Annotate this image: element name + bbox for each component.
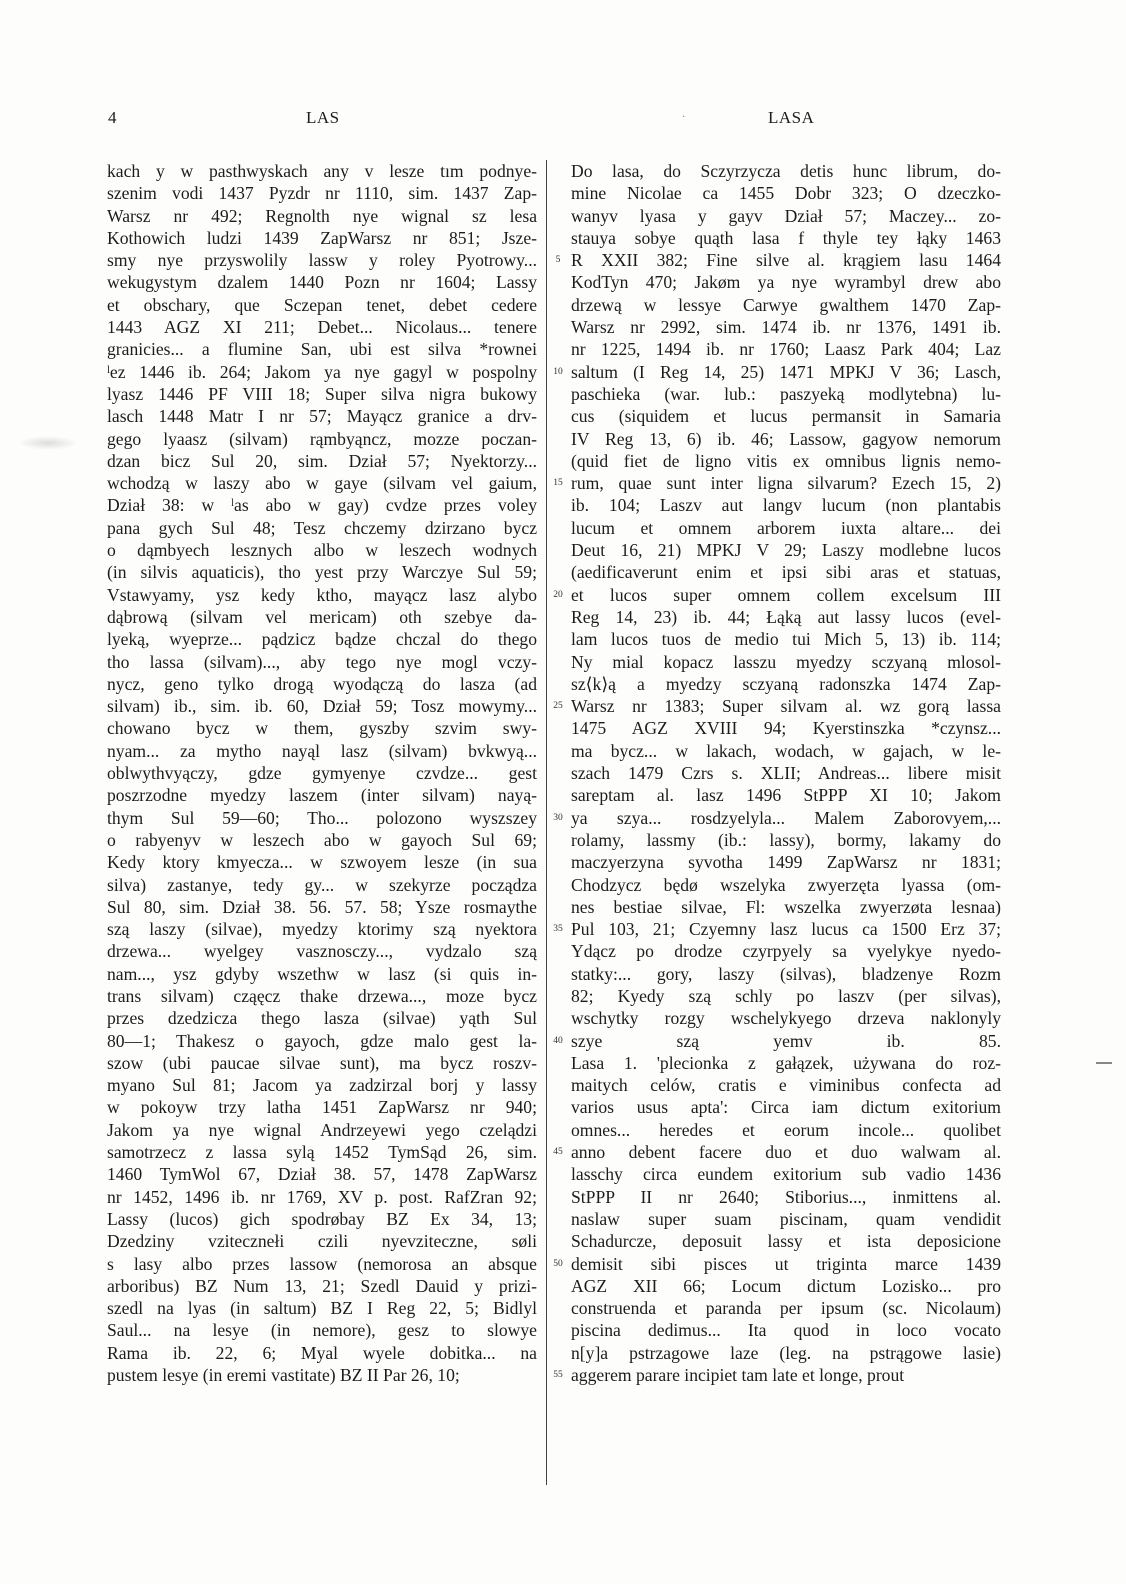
line-number-spacer (548, 740, 568, 762)
line-number-spacer (548, 963, 568, 985)
text-line: Lassy (lucos) gich spodrøbay BZ Ex 34, 13; (107, 1208, 537, 1229)
text-line: wchodzą w laszy abo w gaye (silvam vel gaium, (107, 473, 537, 494)
column-divider (546, 160, 547, 1485)
line-number-spacer (548, 1163, 568, 1185)
text-line: szach 1479 Czrs s. XLII; Andreas... libere misit (571, 763, 1001, 784)
margin-mark (1096, 1062, 1112, 1064)
text-line: kach y w pasthwyskach any v lesze tım podnye- (107, 161, 537, 181)
line-number-spacer (548, 940, 568, 962)
text-line: wanyv lyasa y gayv Dział 57; Maczey... zo- (571, 205, 1001, 226)
text-line: R XXII 382; Fine silve al. krągiem lasu 1464 (571, 250, 1001, 271)
text-line: saltum (I Reg 14, 25) 1471 MPKJ V 36; Lasch, (571, 361, 1001, 382)
line-number-spacer (548, 205, 568, 227)
line-number: 5 (555, 255, 561, 266)
text-line: Schadurcze, deposuit lassy et ista deposicione (571, 1231, 1001, 1252)
text-line: ˡez 1446 ib. 264; Jakom ya nye gagyl w pospolny (107, 361, 537, 382)
line-number-spacer (548, 874, 568, 896)
text-line: tho lassa (silvam)..., aby tego nye mogl vczy- (107, 651, 537, 672)
text-line: nr 1225, 1494 ib. nr 1760; Laasz Park 404; Laz (571, 339, 1001, 360)
text-line: Dział 38: w ˡas abo w gay) cvdze przes voley (107, 495, 537, 516)
line-number-spacer (548, 606, 568, 628)
text-line: trans silvam) cząęcz thake drzewa..., moze bycz (107, 985, 537, 1006)
text-line: o dąmbyech lesznych albo w leszech wodnych (107, 540, 537, 561)
text-line: rum, quae sunt inter ligna silvarum? Ezech 15, 2) (571, 473, 1001, 494)
text-line: myano Sul 81; Jacom ya zadzirzal borj y lassy (107, 1075, 537, 1096)
left-running-head: LAS (306, 108, 340, 127)
text-line: Pul 103, 21; Czyemny lasz lucus ca 1500 Erz 37; (571, 919, 1001, 940)
text-line: Ny mial kopacz lasszu myedzy sczyaną mlosol- (571, 651, 1001, 672)
line-number-spacer (548, 1342, 568, 1364)
text-line: arboribus) BZ Num 13, 21; Szedl Dauid y prizi- (107, 1275, 537, 1296)
line-number-spacer (548, 450, 568, 472)
line-number: 40 (553, 1035, 563, 1046)
text-line: paschieka (war. lub.: paszyeką modlytebna) lu- (571, 383, 1001, 404)
text-line: nyam... za mytho nayąl lasz (silvam) bvkwyą... (107, 740, 537, 761)
line-number-gutter (548, 160, 568, 1386)
text-line: Saul... na lesye (in nemore), gesz to slowye (107, 1320, 537, 1341)
page-number: 4 (108, 108, 117, 127)
text-line: ib. 104; Laszv aut langv lucum (non plantabis (571, 495, 1001, 516)
text-line: Sul 80, sim. Dział 38. 56. 57. 58; Ysze rosmaythe (107, 896, 537, 917)
text-line: pana gych Sul 48; Tesz chczemy dzirzano bycz (107, 517, 537, 538)
right-running-head: LASA (768, 108, 815, 127)
line-number: 35 (553, 924, 563, 935)
text-line: et obschary, que Sczepan tenet, debet cedere (107, 294, 537, 315)
line-number-spacer (548, 561, 568, 583)
text-line: gego lyaasz (silvam) rąmbyąncz, mozze poczan- (107, 428, 537, 449)
text-line: lasch 1448 Matr I nr 57; Mayącz granice a drv- (107, 406, 537, 427)
line-number-spacer (548, 651, 568, 673)
text-line: n[y]a pstrzagowe laze (leg. na pstrągowe lasie) (571, 1342, 1001, 1363)
text-line: (quid fiet de ligno vitis ex omnibus lignis nemo- (571, 450, 1001, 471)
line-number-spacer (548, 784, 568, 806)
line-number-spacer (548, 762, 568, 784)
text-line: nycz, geno tylko drogą wyodączą do lasza (ad (107, 673, 537, 694)
line-number: 50 (553, 1258, 563, 1269)
text-line: lasschy circa eundem exitorium sub vadio 1436 (571, 1164, 1001, 1185)
left-column (107, 160, 537, 1386)
text-line: sz⟨k⟩ą a myedzy sczyaną radonszka 1474 Zap- (571, 673, 1001, 694)
line-number-spacer (548, 896, 568, 918)
line-number-spacer (548, 160, 568, 182)
text-line: o rabyenyv w leszech abo w gayoch Sul 69; (107, 829, 537, 850)
text-line: naslaw super suam piscinam, quam vendidit (571, 1208, 1001, 1229)
line-number-spacer (548, 628, 568, 650)
text-line: statky:... gory, laszy (silvas), bladzenye Rozm (571, 963, 1001, 984)
text-line: samotrzecz z lassa sylą 1452 TymSąd 26, sim. (107, 1142, 537, 1163)
text-line: Kothowich ludzi 1439 ZapWarsz nr 851; Jsze- (107, 227, 537, 248)
text-line: Jakom ya nye wignal Andrzeyewi yego czelądzi (107, 1119, 537, 1140)
text-line: maczyerzyna syvotha 1499 ZapWarsz nr 1831; (571, 852, 1001, 873)
text-line: 1443 AGZ XI 211; Debet... Nicolaus... tenere (107, 317, 537, 338)
text-line: s lasy albo przes lassow (nemorosa an absque (107, 1253, 537, 1274)
text-line: (in silvis aquaticis), tho yest przy Warczye Sul 59; (107, 562, 537, 583)
line-number: 15 (553, 478, 563, 489)
line-number: 20 (553, 589, 563, 600)
line-number-spacer (548, 1275, 568, 1297)
text-line: Ydącz po drodze czyrpyely sa vyelykye nyedo- (571, 941, 1001, 962)
text-line: nr 1452, 1496 ib. nr 1769, XV p. post. RafZran 92; (107, 1186, 537, 1207)
line-number-spacer (548, 1074, 568, 1096)
text-line: lyasz 1446 PF VIII 18; Super silva nigra bukowy (107, 383, 537, 404)
line-number-spacer (548, 271, 568, 293)
text-line: szedl na lyas (in saltum) BZ I Reg 22, 5; Bidlyl (107, 1298, 537, 1319)
text-line: Chodzycz będø wszelyka zwyerzęta lyassa (om- (571, 874, 1001, 895)
text-line: Kedy ktory kmyecza... w szwoyem lesze (in sua (107, 852, 537, 873)
text-line: nam..., ysz gdyby wszethw w lasz (si quis in- (107, 963, 537, 984)
line-number-spacer (548, 517, 568, 539)
text-line: varios usus apta': Circa iam dictum exitorium (571, 1097, 1001, 1118)
text-line: 1475 AGZ XVIII 94; Kyerstinszka *czynsz... (571, 718, 1001, 739)
text-line: maitych celów, cratis e viminibus confecta ad (571, 1075, 1001, 1096)
text-line: szenim vodi 1437 Pyzdr nr 1110, sim. 1437 Zap- (107, 183, 537, 204)
text-line: rolamy, lassmy (ib.: lassy), bormy, lakamy do (571, 829, 1001, 850)
line-number-spacer (548, 405, 568, 427)
text-line: cus (siquidem et lucus permansit in Samaria (571, 406, 1001, 427)
text-line: granicies... a flumine San, ubi est silva *rownei (107, 339, 537, 360)
text-line: Warsz nr 1383; Super silvam al. wz gorą lassa (571, 696, 1001, 717)
right-column (571, 160, 1001, 1386)
text-line: IV Reg 13, 6) ib. 46; Lassow, gagyow nemorum (571, 428, 1001, 449)
line-number-spacer (548, 338, 568, 360)
line-number-spacer (548, 851, 568, 873)
line-number-spacer (548, 1096, 568, 1118)
text-line: thym Sul 59—60; Tho... polozono wyszszey (107, 807, 537, 828)
text-line: w pokoyw trzy latha 1451 ZapWarsz nr 940; (107, 1097, 537, 1118)
text-line: chowano bycz w them, gyszby szvim swy- (107, 718, 537, 739)
line-number: 30 (553, 812, 563, 823)
line-number-spacer (548, 717, 568, 739)
text-line: et lucos super omnem collem excelsum III (571, 584, 1001, 605)
text-line: KodTyn 470; Jakøm ya nye wyrambyl drew abo (571, 272, 1001, 293)
text-line: nes bestiae silvae, Fl: wszelka zwyerzøta lesnaa) (571, 896, 1001, 917)
text-line: mine Nicolae ca 1455 Dobr 323; O dzeczko- (571, 183, 1001, 204)
text-line: lyeką, wyeprze... pądzicz bądze chczal do thego (107, 629, 537, 650)
text-line: Deut 16, 21) MPKJ V 29; Laszy modlebne lucos (571, 540, 1001, 561)
text-line: szye szą yemv ib. 85. (571, 1030, 1001, 1051)
text-line: 82; Kyedy szą schly po laszv (per silvas), (571, 985, 1001, 1006)
text-line: omnes... heredes et eorum incole... quolibet (571, 1119, 1001, 1140)
header-dot: · (682, 112, 686, 123)
line-number-spacer (548, 985, 568, 1007)
line-number-spacer (548, 494, 568, 516)
text-line: silva) zastanye, tedy gy... w szekyrze począdza (107, 874, 537, 895)
line-number-spacer (548, 1230, 568, 1252)
text-line: dąbrową (silvam vel mericam) oth szebye da- (107, 606, 537, 627)
line-number-spacer (548, 1208, 568, 1230)
line-number-spacer (548, 1297, 568, 1319)
text-line: Do lasa, do Sczyrzycza detis hunc librum, do- (571, 161, 1001, 181)
line-number-spacer (548, 1119, 568, 1141)
text-line: wekugystym dzalem 1440 Pozn nr 1604; Lassy (107, 272, 537, 293)
line-number: 55 (553, 1370, 563, 1381)
text-line: Dzedziny vzitecznełi czili nyevziteczne, søli (107, 1231, 537, 1252)
text-line: demisit sibi pisces ut triginta marce 1439 (571, 1253, 1001, 1274)
line-number-spacer (548, 182, 568, 204)
line-number-spacer (548, 316, 568, 338)
text-line: drzewą w lessye Carwye gwalthem 1470 Zap- (571, 294, 1001, 315)
line-number-spacer (548, 428, 568, 450)
line-number-spacer (548, 227, 568, 249)
text-line: szą laszy (silvae), myedzy ktorimy szą nyektora (107, 919, 537, 940)
line-number: 45 (553, 1147, 563, 1158)
text-line: stauya sobye quąth lasa f thyle tey łąky 1463 (571, 227, 1001, 248)
line-number-spacer (548, 383, 568, 405)
line-number-spacer (548, 1052, 568, 1074)
text-line: aggerem parare incipiet tam late et longe, prout (571, 1365, 905, 1386)
scan-smudge (18, 436, 78, 450)
text-line: anno debent facere duo et duo walwam al. (571, 1142, 1001, 1163)
text-line: Vstawyamy, ysz kedy ktho, mayącz lasz alybo (107, 584, 537, 605)
text-line: Warsz nr 492; Regnolth nye wignal sz lesa (107, 205, 537, 226)
line-number-spacer (548, 539, 568, 561)
text-line: szow (ubi paucae silvae sunt), ma bycz roszv- (107, 1052, 537, 1073)
line-number: 25 (553, 701, 563, 712)
text-line: StPPP II nr 2640; Stiborius..., inmittens al. (571, 1186, 1001, 1207)
text-line: wschytky rozgy wschelykyego drzeva naklonyly (571, 1008, 1001, 1029)
line-number-spacer (548, 829, 568, 851)
text-line: ya szya... rosdzyelyla... Malem Zaborovyem,... (571, 807, 1001, 828)
text-line: oblwythvyączy, gdze gymyenye czvdze... gest (107, 763, 537, 784)
text-line: drzewa... wyelgey vasznosczy..., vydzalo szą (107, 941, 537, 962)
text-line: ma bycz... w lakach, wodach, w gajach, w le- (571, 740, 1001, 761)
text-line: dzan bicz Sul 20, sim. Dział 57; Nyektorzy... (107, 450, 537, 471)
text-line: (aedificaverunt enim et ipsi sibi aras et statuas, (571, 562, 1001, 583)
text-line: lucum et omnem arborem iuxta altare... dei (571, 517, 1001, 538)
line-number-spacer (548, 1186, 568, 1208)
line-number-spacer (548, 673, 568, 695)
text-line: Reg 14, 23) ib. 44; Łąką aut lassy lucos (evel- (571, 606, 1001, 627)
line-number-spacer (548, 1319, 568, 1341)
text-line: AGZ XII 66; Locum dictum Lozisko... pro (571, 1275, 1001, 1296)
text-line: przes dzedzicza thego lasza (silvae) yąth Sul (107, 1008, 537, 1029)
text-line: construenda et paranda per ipsum (sc. Nicolaum) (571, 1298, 1001, 1319)
text-line: 80—1; Thakesz o gayoch, gdze malo gest la- (107, 1030, 537, 1051)
line-number-spacer (548, 294, 568, 316)
line-number-spacer (548, 1007, 568, 1029)
text-line: Warsz nr 2992, sim. 1474 ib. nr 1376, 1491 ib. (571, 317, 1001, 338)
text-line: Rama ib. 22, 6; Myal wyele dobitka... na (107, 1342, 537, 1363)
text-line: lam lucos tuos de medio tui Mich 5, 13) ib. 114; (571, 629, 1001, 650)
text-line: poszrzodne myedzy laszem (inter silvam) nayą- (107, 785, 537, 806)
text-line: piscina dedimus... Ita quod in loco vocato (571, 1320, 1001, 1341)
text-line: pustem lesye (in eremi vastitate) BZ II Par 26, 10; (107, 1365, 460, 1386)
text-line: smy nye przyswolily lassw y roley Pyotrowy... (107, 250, 537, 271)
text-line: sareptam al. lasz 1496 StPPP XI 10; Jakom (571, 785, 1001, 806)
line-number: 10 (553, 366, 563, 377)
text-line: silvam) ib., sim. ib. 60, Dział 59; Tosz mowymy... (107, 696, 537, 717)
text-line: 1460 TymWol 67, Dział 38. 57, 1478 ZapWarsz (107, 1164, 537, 1185)
text-line: Lasa 1. 'plecionka z gałązek, używana do roz- (571, 1052, 1001, 1073)
